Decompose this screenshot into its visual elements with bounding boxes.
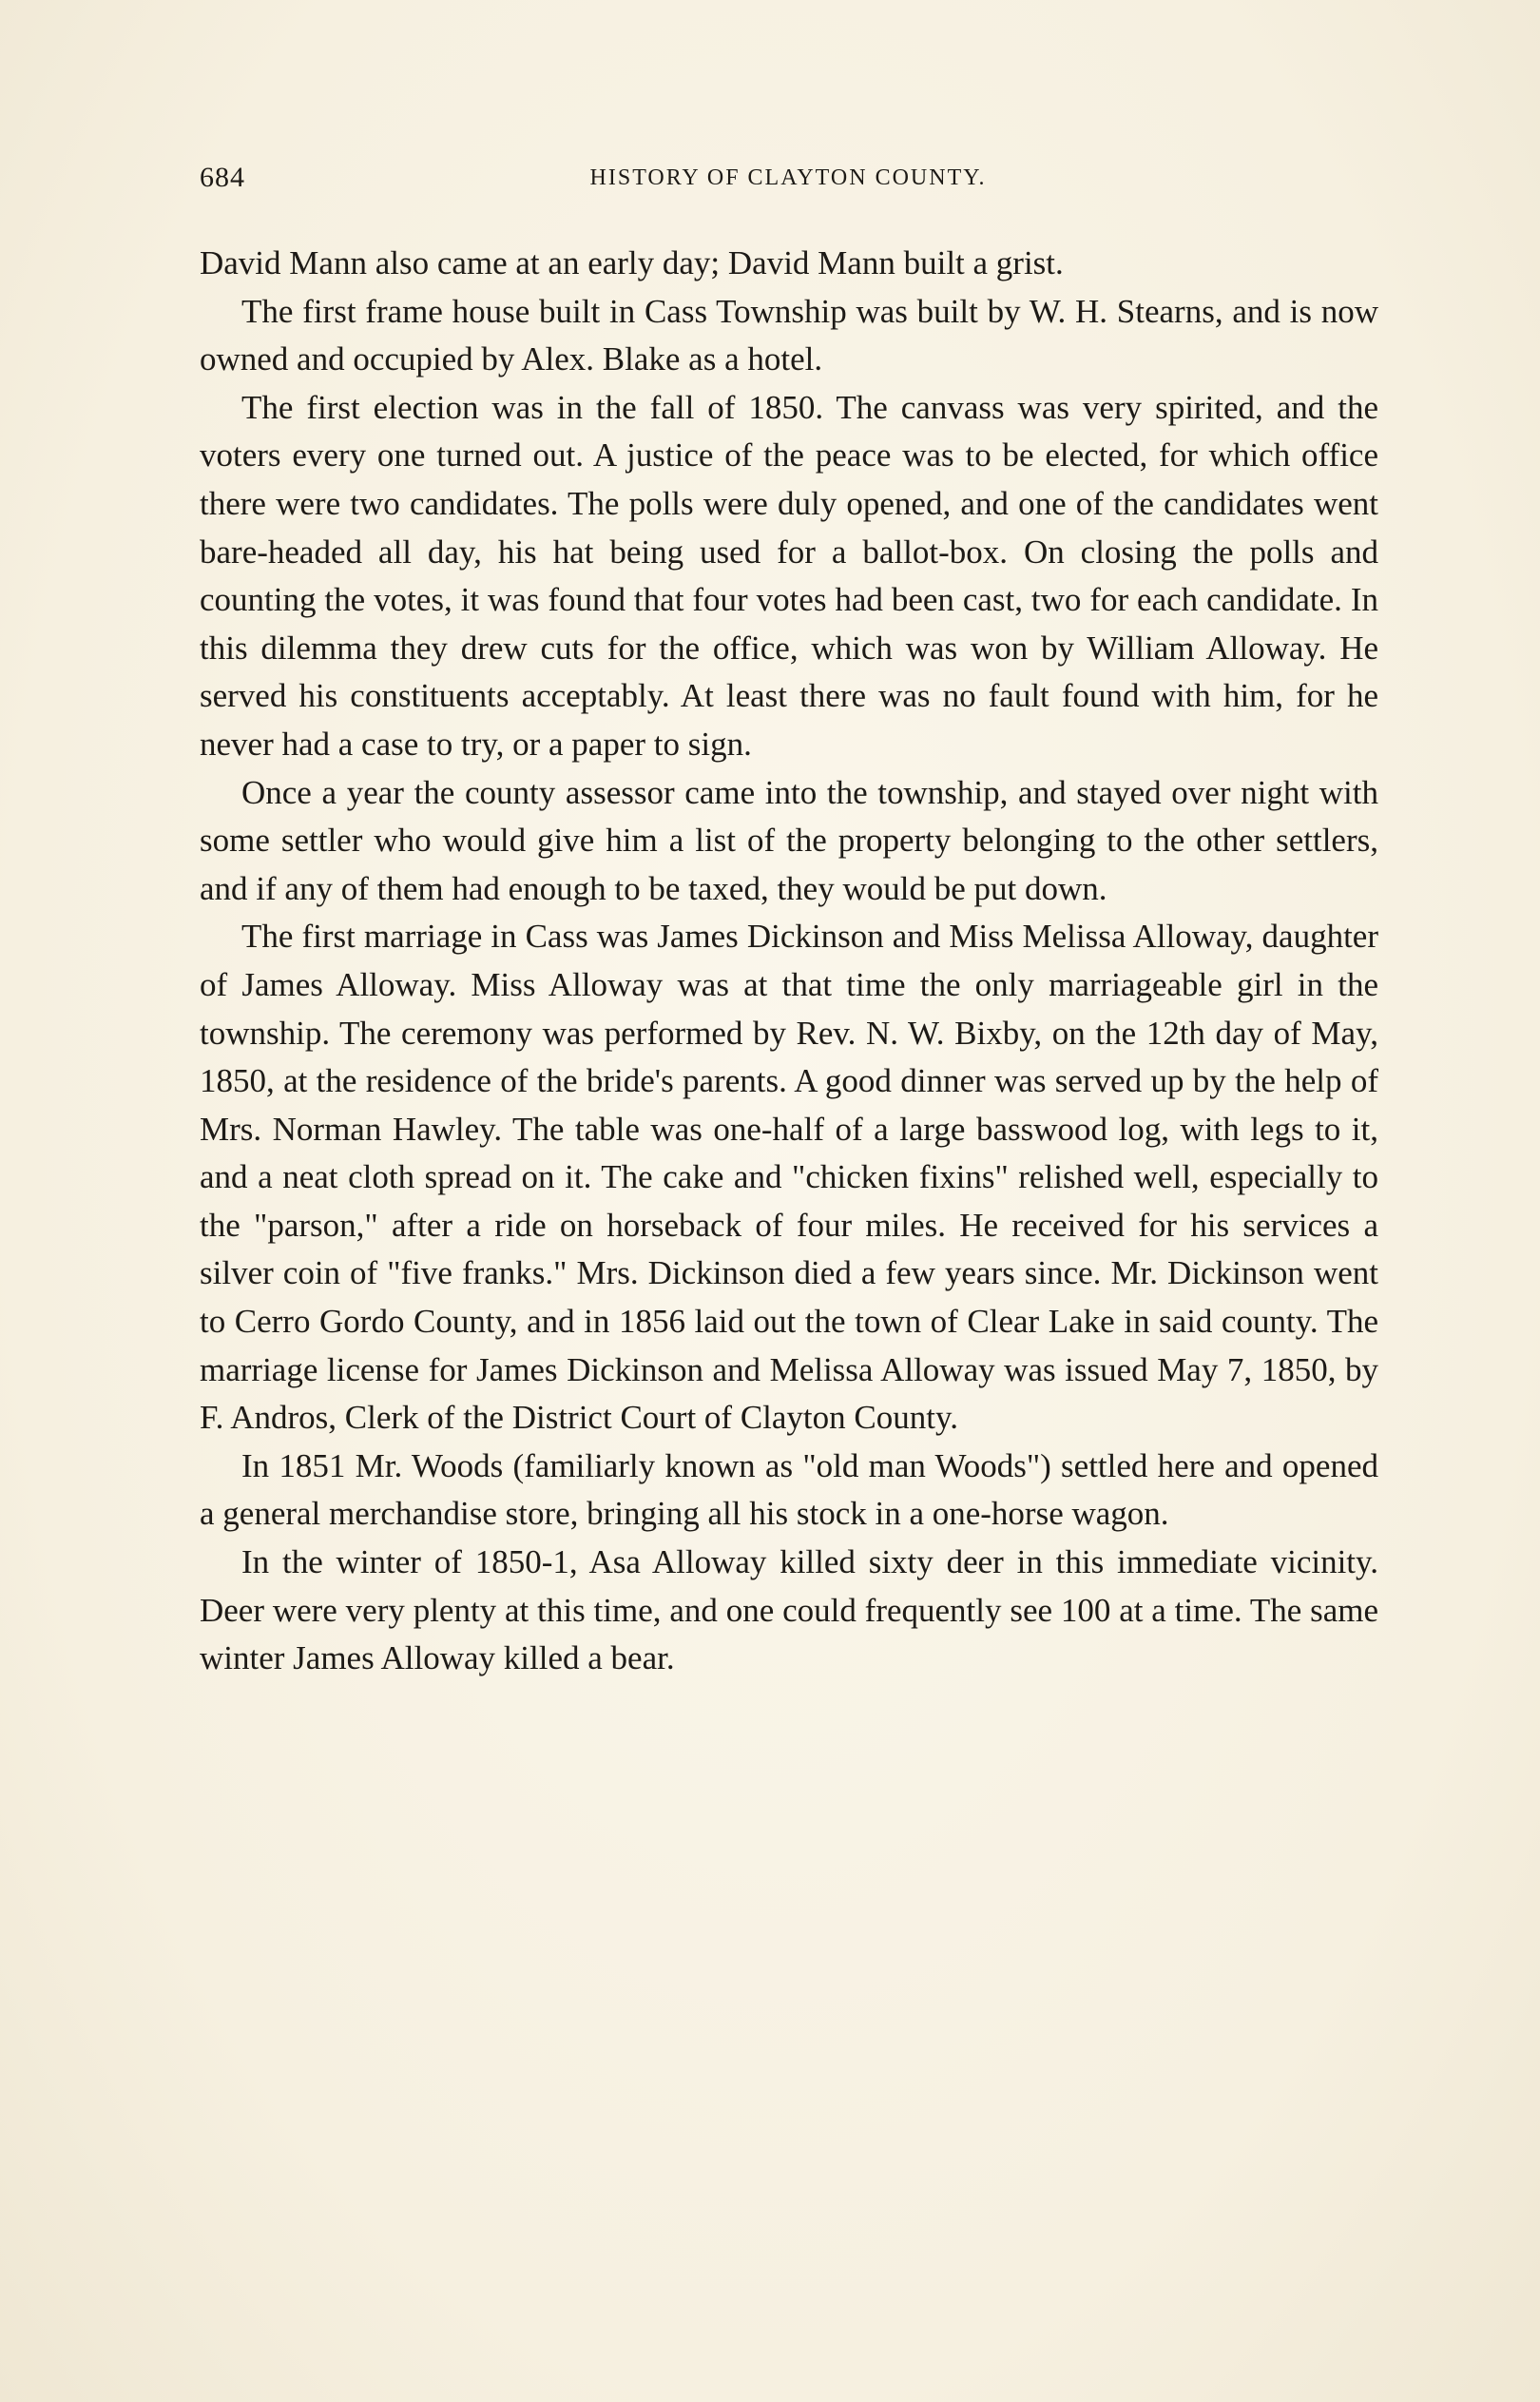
paragraph-county-assessor: Once a year the county assessor came into the township, and stayed over night with some settler who would give him a list of the property belonging to the other settlers, and if any of them had enough to be taxed, they would be put down. [200, 773, 1378, 907]
running-head: HISTORY OF CLAYTON COUNTY. [589, 165, 987, 190]
paragraph-first-election: The first election was in the fall of 1850. The canvass was very spirited, and the voters every one turned out. A justice of the peace was to be elected, for which office there were two candidates. The polls were duly opened, and one of the candidates went bare-headed all day, his hat being used for a ballot-box. On closing the polls and counting the votes, it was found that four votes had been cast, two for each candidate. In this dilemma they drew cuts for the office, which was won by William Alloway. He served his constituents acceptably. At least there was no fault found with him, for he never had a case to try, or a paper to sign. [200, 388, 1378, 763]
page-header [200, 162, 1376, 200]
paragraph-mr-woods: In 1851 Mr. Woods (familiarly known as "old man Woods") settled here and opened a general merchandise store, bringing all his stock in a one-horse wagon. [200, 1446, 1378, 1533]
body-text [200, 240, 1378, 1683]
paragraph-first-marriage: The first marriage in Cass was James Dickinson and Miss Melissa Alloway, daughter of James Alloway. Miss Alloway was at that time the only marriageable girl in the township. The ceremony was performed by Rev. N. W. Bixby, on the 12th day of May, 1850, at the residence of the bride's parents. A good dinner was served up by the help of Mrs. Norman Hawley. The table was one-half of a large basswood log, with legs to it, and a neat cloth spread on it. The cake and "chicken fixins" relished well, especially to the "parson," after a ride on horseback of four miles. He received for his services a silver coin of "five franks." Mrs. Dickinson died a few years since. Mr. Dickinson went to Cerro Gordo County, and in 1856 laid out the town of Clear Lake in said county. The marriage license for James Dickinson and Melissa Alloway was issued May 7, 1850, by F. Andros, Clerk of the District Court of Clayton County. [200, 918, 1378, 1437]
paragraph-first-frame-house: The first frame house built in Cass Township was built by W. H. Stearns, and is now owned and occupied by Alex. Blake as a hotel. [200, 292, 1378, 378]
paragraph-winter-deer: In the winter of 1850-1, Asa Alloway killed sixty deer in this immediate vicinity. Deer were very plenty at this time, and one could frequently see 100 at a time. The same winter James Alloway killed a bear. [200, 1543, 1378, 1677]
page-number: 684 [200, 162, 245, 193]
paragraph-david-mann: David Mann also came at an early day; David Mann built a grist. [200, 244, 1064, 281]
